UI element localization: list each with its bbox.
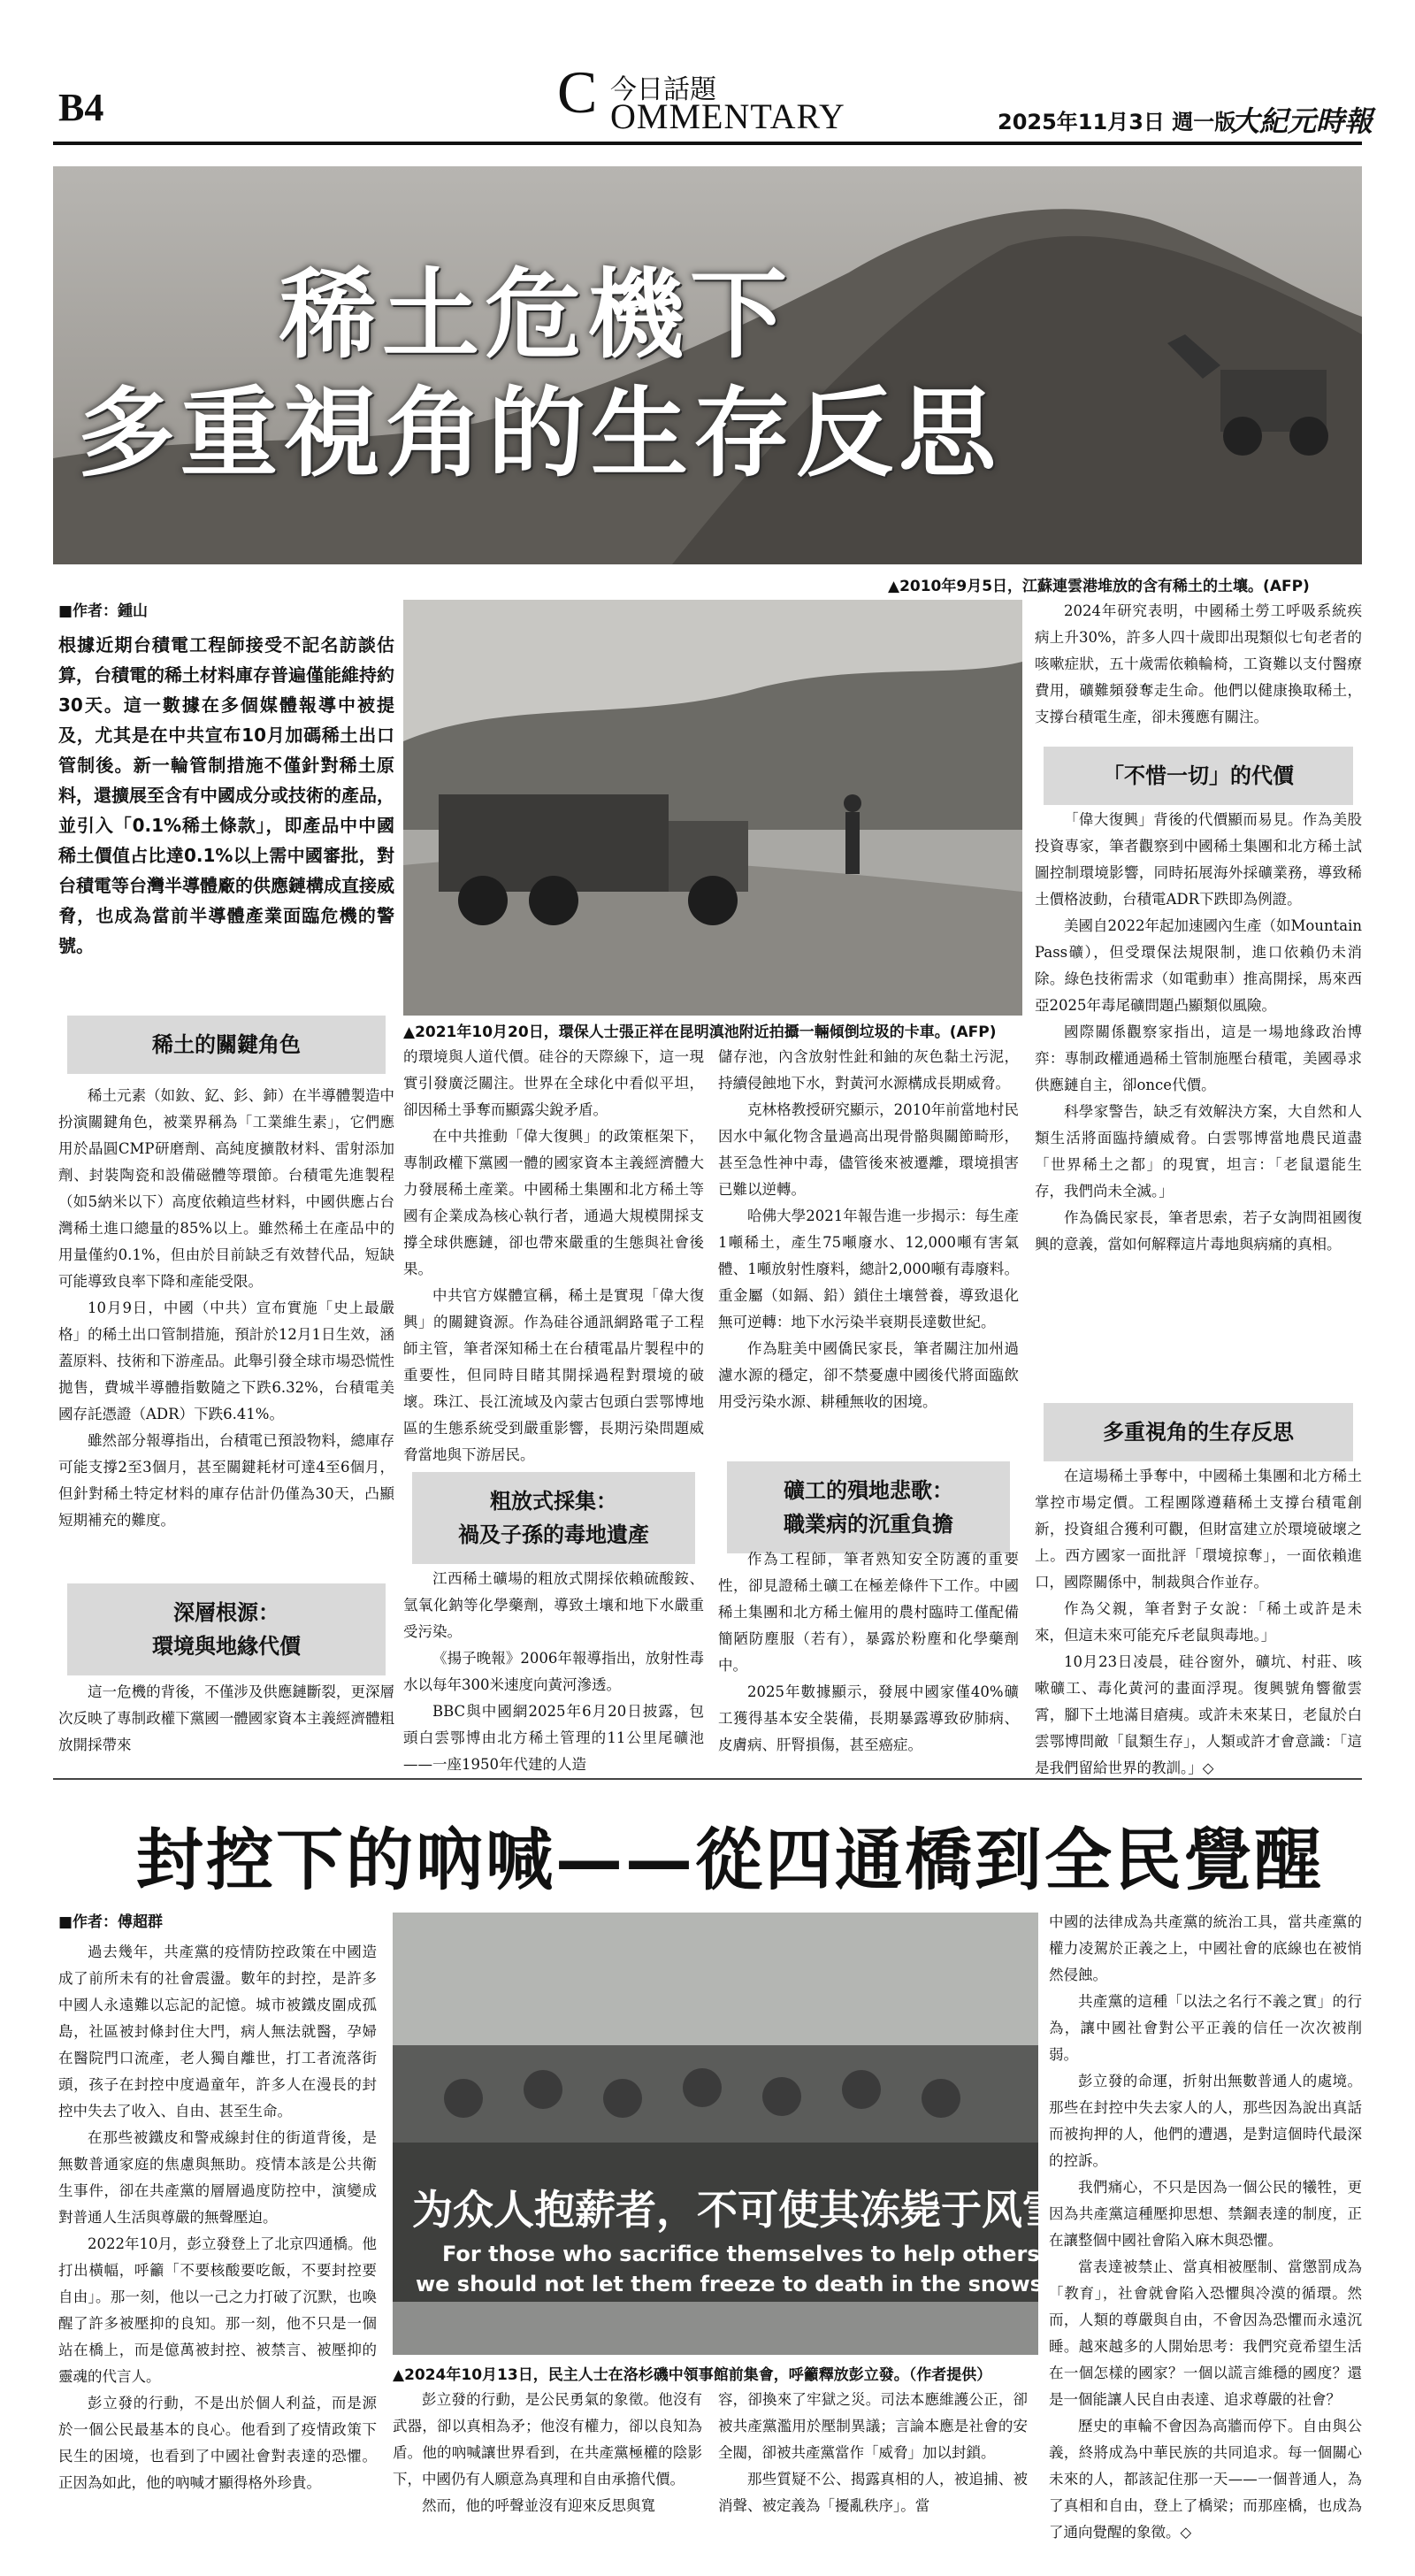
article1-col2 [403,1044,704,1468]
paragraph: 作為父親，筆者對子女說：「稀土或許是未來，但這未來可能充斥老鼠與毒地。」 [1035,1600,1362,1644]
paragraph: 《揚子晚報》2006年報導指出，放射性毒水以每年300米速度向黃河滲透。 [403,1650,704,1693]
article1-lead: 根據近期台積電工程師接受不記名訪談估算，台積電的稀土材料庫存普遍僅能維持約30天。這一數據在多個媒體報導中被提及，尤其是在中共宣布10月加碼稀土出口管制後。新一輪管制措施不僅針對稀土原料，還擴展至含有中國成分或技術的產品，並引入「0.1%稀土條款」，即產品中中國稀土價值占比達0.1%以上需中國審批，對台積電等台灣半導體廠的供應鏈構成直接威脅，也成為當前半導體產業面臨危機的警號。 [58,634,394,956]
header-rule [53,142,1362,145]
banner-english-line2: we should not let them freeze to death in the snowstorm [416,2272,1100,2296]
article2-col4 [1049,1909,1362,2546]
article2-title: 封控下的吶喊——從四通橋到全民覺醒 [136,1821,1324,1899]
article1-title-line1: 稀土危機下 [279,257,792,372]
banner-english-line1: For those who sacrifice themselves to help others, [442,2242,1048,2266]
paragraph: 稀土元素（如釹、釔、釤、鈰）在半導體製造中扮演關鍵角色，被業界稱為「工業維生素」，它們應用於晶圓CMP研磨劑、高純度擴散材料、雷射添加劑、封裝陶瓷和設備磁體等環節。台積電先進製程（如5納米以下）高度依賴這些材料，中國供應占台灣稀土進口總量的85%以上。雖然稀土在產品中的用量僅約0.1%，但由於目前缺乏有效替代品，短缺可能導致良率下降和產能受限。 [58,1087,394,1290]
paragraph: 2025年數據顯示，發展中國家僅40%礦工獲得基本安全裝備，長期暴露導致矽肺病、皮膚病、肝腎損傷，甚至癌症。 [718,1683,1019,1753]
paragraph: 中國的法律成為共產黨的統治工具，當共產黨的權力凌駕於正義之上，中國社會的底線也在被悄然侵蝕。 [1049,1913,1362,1983]
paragraph: 在中共推動「偉大復興」的政策框架下，專制政權下黨國一體的國家資本主義經濟體大力發展稀土產業。中國稀土集團和北方稀土等國有企業成為核心執行者，通過大規模開採支撐全球供應鏈，卻也帶來嚴重的生態與社會後果。 [403,1128,704,1277]
paragraph: 作為工程師，筆者熟知安全防護的重要性，卻見證稀土礦工在極差條件下工作。中國稀土集團和北方稀土僱用的農村臨時工僅配備簡陋防塵服（若有），暴露於粉塵和化學藥劑中。 [718,1551,1019,1674]
article1-lead-block [58,630,394,961]
article1-col3b [718,1546,1019,1759]
article1-col4b [1035,807,1362,1258]
paragraph: 美國自2022年起加速國內生產（如Mountain Pass礦），但受環保法規限制，進口依賴仍未消除。綠色技術需求（如電動車）推高開採，馬來西亞2025年毒尾礦問題凸顯類似風險。 [1035,917,1362,1014]
section-logo-letter: C [557,58,598,126]
paragraph: 我們痛心，不只是因為一個公民的犧牲，更因為共產黨這種壓抑思想、禁錮表達的制度，正在讓整個中國社會陷入麻木與恐懼。 [1049,2179,1362,2249]
paragraph: 國際關係觀察家指出，這是一場地緣政治博弈：專制政權通過稀土管制施壓台積電，美國尋求供應鏈自主，卻once代價。 [1035,1024,1362,1093]
page-number: B4 [58,86,104,129]
section-name-cn: 今日話題 [610,74,716,105]
paragraph: 歷史的車輪不會因為高牆而停下。自由與公義，終將成為中華民族的共同追求。每一個關心未來的人，都該記住那一天——一個普通人，為了真相和自由，登上了橋梁；而那座橋，也成為了通向覺醒的象徵。◇ [1049,2418,1362,2541]
paragraph: 容，卻換來了牢獄之災。司法本應維護公正，卻被共產黨濫用於壓制異議；言論本應是社會的安全閥，卻被共產黨當作「威脅」加以封鎖。 [718,2391,1028,2461]
article1-col4 [1035,598,1362,731]
paragraph: 中共官方媒體宣稱，稀土是實現「偉大復興」的關鍵資源。作為硅谷通訊網路電子工程師主管，筆者深知稀土在台積電晶片製程中的重要性，但同時目睹其開採過程對環境的破壞。珠江、長江流域及內蒙古包頭白雲鄂博地區的生態系統受到嚴重影響，長期污染問題威脅當地與下游居民。 [403,1287,704,1463]
paragraph: 然而，他的呼聲並沒有迎來反思與寬 [422,2497,655,2514]
article1-col1 [58,1083,394,1534]
paragraph: 那些質疑不公、揭露真相的人，被追捕、被消聲、被定義為「擾亂秩序」。當 [718,2471,1028,2514]
hero-caption: ▲2010年9月5日，江蘇連雲港堆放的含有稀土的土壤。(AFP) [888,578,1310,595]
paragraph: 彭立發的行動，是公民勇氣的象徵。他沒有武器，卻以真相為矛；他沒有權力，卻以良知為盾。他的吶喊讓世界看到，在共產黨極權的陰影下，中國仍有人願意為真理和自由承擔代價。 [393,2391,702,2488]
article2-col3 [718,2387,1028,2519]
subhead-deep-roots: 深層根源： 環境與地緣代價 [67,1583,386,1675]
paragraph: 過去幾年，共產黨的疫情防控政策在中國造成了前所未有的社會震盪。數年的封控，是許多中國人永遠難以忘記的記憶。城市被鐵皮圍成孤島，社區被封條封住大門，病人無法就醫，孕婦在醫院門口流產，老人獨自離世，打工者流落街頭，孩子在封控中度過童年，許多人在漫長的封控中失去了收入、自由、甚至生命。 [58,1944,377,2120]
paragraph: 作為駐美中國僑民家長，筆者關注加州過濾水源的穩定，卻不禁憂慮中國後代將面臨飲用受污染水源、耕種無收的困境。 [718,1340,1019,1410]
paragraph: 共產黨的這種「以法之名行不義之實」的行為，讓中國社會對公平正義的信任一次次被削弱。 [1049,1993,1362,2063]
paragraph: 哈佛大學2021年報告進一步揭示：每生產1噸稀土，產生75噸廢水、12,000噸有害氣體、1噸放射性廢料，總計2,000噸有毒廢料。重金屬（如鎘、鉛）鎖住土壤營養，導致退化無可逆轉：地下水污染半衰期長達數世紀。 [718,1208,1019,1330]
article2-col2 [393,2387,702,2519]
section-name-en: OMMENTARY [610,96,845,136]
newspaper-name: 大紀元時報 [1231,104,1373,138]
article1-col4c [1035,1463,1362,1782]
paragraph: 當表達被禁止、當真相被壓制、當懲罰成為「教育」，社會就會陷入恐懼與冷漠的循環。然而，人類的尊嚴與自由，不會因為恐懼而永遠沉睡。越來越多的人開始思考：我們究竟希望生活在一個怎樣的國家？一個以謊言維穩的國度？還是一個能讓人民自由表達、追求尊嚴的社會？ [1049,2258,1362,2408]
paragraph: 10月23日凌晨，硅谷窗外，礦坑、村莊、咳嗽礦工、毒化黃河的畫面浮現。復興號角響徹雲霄，腳下土地滿目瘡痍。或許未來某日，老鼠於白雲鄂博問敵「鼠類生存」，人類或許才會意識：「這是我們留給世界的教訓。」◇ [1035,1653,1362,1776]
banner-chinese-slogan: 为众人抱薪者，不可使其冻毙于风雪 [412,2186,1063,2234]
paragraph: 彭立發的行動，不是出於個人利益，而是源於一個公民最基本的良心。他看到了疫情政策下民生的困境，也看到了中國社會對表達的恐懼。正因為如此，他的吶喊才顯得格外珍貴。 [58,2395,377,2491]
article2-col1 [58,1939,377,2496]
article1-col1b [58,1679,394,1759]
paragraph: 江西稀土礦場的粗放式開採依賴硫酸銨、氫氧化鈉等化學藥劑，導致土壤和地下水嚴重受污染。 [403,1570,704,1640]
issue-date: 2025年11月3日 週一版 [998,110,1236,134]
paragraph: 彭立發的命運，折射出無數普通人的處境。那些在封控中失去家人的人，那些因為說出真話而被拘押的人，他們的遭遇，是對這個時代最深的控訴。 [1049,2073,1362,2169]
article1-col3 [718,1044,1019,1415]
paragraph: BBC與中國網2025年6月20日披露，包頭白雲鄂博由北方稀土管理的11公里尾礦池——一座1950年代建的人造 [403,1703,704,1773]
paragraph: 這一危機的背後，不僅涉及供應鏈斷裂，更深層次反映了專制政權下黨國一體國家資本主義經濟體粗放開採帶來 [58,1683,394,1753]
dump-truck-photo [403,600,1022,1016]
paragraph: 克林格教授研究顯示，2010年前當地村民因水中氟化物含量過高出現骨骼與關節畸形，甚至急性神中毒，儘管後來被遷離，環境損害已難以逆轉。 [718,1101,1019,1198]
subhead-crude-extraction: 粗放式採集： 禍及子孫的毒地遺產 [412,1472,695,1564]
paragraph: 2024年研究表明，中國稀土勞工呼吸系統疾病上升30%，許多人四十歲即出現類似七旬老者的咳嗽症狀，五十歲需依賴輪椅，工資難以支付醫療費用，礦難頻發奪走生命。他們以健康換取稀土，支撐台積電生產，卻未獲應有關注。 [1035,602,1362,725]
article1-col2b [403,1566,704,1778]
paragraph: 10月9日，中國（中共）宣布實施「史上最嚴格」的稀土出口管制措施，預計於12月1日生效，涵蓋原料、技術和下游產品。此舉引發全球市場恐慌性拋售，費城半導體指數隨之下跌6.32%，台積電美國存託憑證（ADR）下跌6.41%。 [58,1300,394,1422]
paragraph: 雖然部分報導指出，台積電已預設物料，總庫存可能支撐2至3個月，甚至關鍵耗材可達4至6個月，但針對稀土特定材料的庫存估計仍僅為30天，凸顯短期補充的難度。 [58,1432,394,1529]
subhead-miners: 礦工的殞地悲歌： 職業病的沉重負擔 [727,1461,1010,1553]
subhead-rare-earth-role: 稀土的關鍵角色 [67,1016,386,1074]
paragraph: 儲存池，內含放射性釷和鈾的灰色黏土污泥，持續侵蝕地下水，對黃河水源構成長期威脅。 [718,1048,1019,1092]
article1-author: ■作者：鍾山 [58,602,149,620]
paragraph: 的環境與人道代價。硅谷的天際線下，這一現實引發廣泛關注。世界在全球化中看似平坦，卻因稀土爭奪而顯露尖銳矛盾。 [403,1048,704,1118]
article-divider [53,1778,1362,1780]
paragraph: 科學家警告，缺乏有效解決方案，大自然和人類生活將面臨持續威脅。白雲鄂博當地農民道盡「世界稀土之都」的現實，坦言：「老鼠還能生存，我們尚未全滅。」 [1035,1103,1362,1200]
paragraph: 在那些被鐵皮和警戒線封住的街道背後，是無數普通家庭的焦慮與無助。疫情本該是公共衛生事件，卻在共產黨的層層過度防控中，演變成對普通人生活與尊嚴的無聲壓迫。 [58,2129,377,2226]
paragraph: 2022年10月，彭立發登上了北京四通橋。他打出橫幅，呼籲「不要核酸要吃飯，不要封控要自由」。那一刻，他以一己之力打破了沉默，也喚醒了許多被壓抑的良知。那一刻，他不只是一個站在橋上，而是億萬被封控、被禁言、被壓抑的靈魂的代言人。 [58,2235,377,2385]
subhead-multiple-views: 多重視角的生存反思 [1044,1403,1353,1461]
paragraph: 在這場稀土爭奪中，中國稀土集團和北方稀土掌控市場定價。工程團隊遵藉稀土支撐台積電創新，投資組合獲利可觀，但財富建立於環境破壞之上。西方國家一面批評「環境掠奪」，一面依賴進口，國際關係中，制裁與合作並存。 [1035,1468,1362,1591]
dump-truck-illustration [403,600,1022,1016]
paragraph: 「偉大復興」背後的代價顯而易見。作為美股投資專家，筆者觀察到中國稀土集團和北方稀土試圖控制環境影響，同時拓展海外採礦業務，導致稀土價格波動，台積電ADR下跌即為例證。 [1035,811,1362,908]
rally-caption: ▲2024年10月13日，民主人士在洛杉磯中領事館前集會，呼籲釋放彭立發。（作者提供） [393,2366,992,2384]
article1-title-line2: 多重視角的生存反思 [78,376,1001,490]
subhead-cost: 「不惜一切」的代價 [1044,747,1353,805]
dump-truck-caption: ▲2021年10月20日，環保人士張正祥在昆明滇池附近拍攝一輛傾倒垃圾的卡車。(AFP) [403,1024,997,1041]
article2-author: ■作者：傅超群 [58,1913,164,1931]
paragraph: 作為僑民家長，筆者思索，若子女詢問祖國復興的意義，當如何解釋這片毒地與病痛的真相。 [1035,1209,1362,1253]
